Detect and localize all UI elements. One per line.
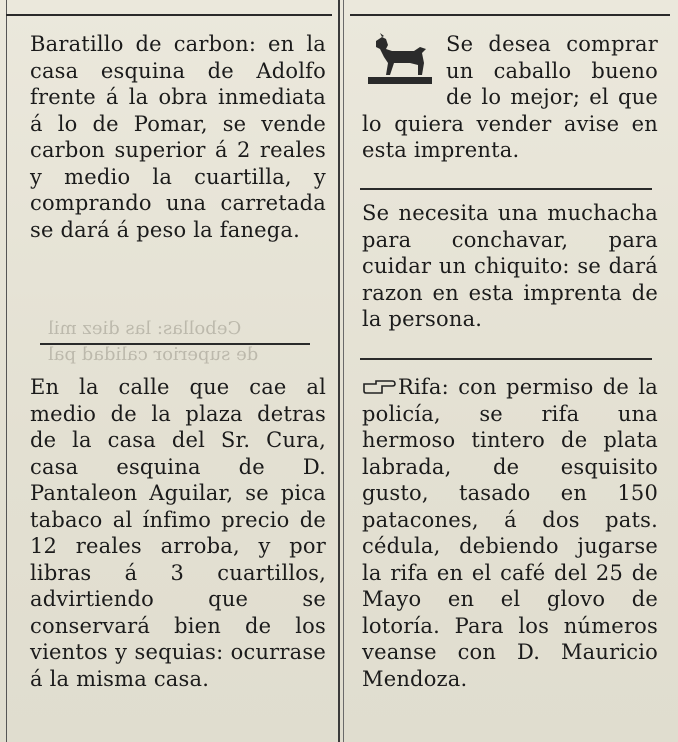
ad-caballo-text: Se desea comprar un caballo bueno de lo mejor; el que lo quiera vender avise en esta imprenta. <box>362 32 658 162</box>
ad-baratillo <box>30 31 326 243</box>
separator-rule <box>360 188 652 190</box>
ad-caballo <box>362 31 658 164</box>
bleed-through-text: de superior calidad pal <box>48 344 259 365</box>
column-divider <box>338 0 340 742</box>
pointing-hand-icon <box>362 378 396 396</box>
ad-rifa <box>362 374 658 692</box>
ad-baratillo-text: Baratillo de carbon: en la casa esquina de Adolfo frente á la obra inmediata á lo de Pomar, se vende carbon superior á 2 reales y medio la cuartilla, y comprando una carretada se dará á peso la fanega. <box>30 32 326 242</box>
top-rule-right <box>350 14 670 16</box>
ad-tabaco <box>30 374 326 692</box>
left-margin-line <box>6 0 7 742</box>
separator-rule <box>360 358 652 360</box>
column-divider-inner <box>343 0 344 742</box>
ad-muchacha-text: Se necesita una muchacha para conchavar, para cuidar un chiquito: se dará razon en esta imprenta de la persona. <box>362 201 658 331</box>
bleed-through-text: Cebollas: las diez mil <box>48 318 242 339</box>
top-rule-left <box>6 14 332 16</box>
ad-rifa-paragraph <box>362 374 658 692</box>
ad-muchacha <box>362 200 658 333</box>
separator-rule <box>40 343 310 345</box>
ad-rifa-text: Rifa: con permiso de la policía, se rifa una hermoso tintero de plata labrada, de esquisito gusto, tasado en 150 patacones, á dos pats. cédula, debiendo jugarse la rifa en el café del 25 de Mayo en el glovo de lotoría. Para los números veanse con D. Mauricio Mendoza. <box>362 375 658 691</box>
ad-tabaco-text: En la calle que cae al medio de la plaza detras de la casa del Sr. Cura, casa esquina de D. Pantaleon Aguilar, se pica tabaco al ínfimo precio de 12 reales arroba, y por libras á 3 cuartillos, advirtiendo que se conservará bien de los vientos y sequias: ocurrase á la misma casa. <box>30 375 326 691</box>
horse-icon <box>362 33 438 85</box>
